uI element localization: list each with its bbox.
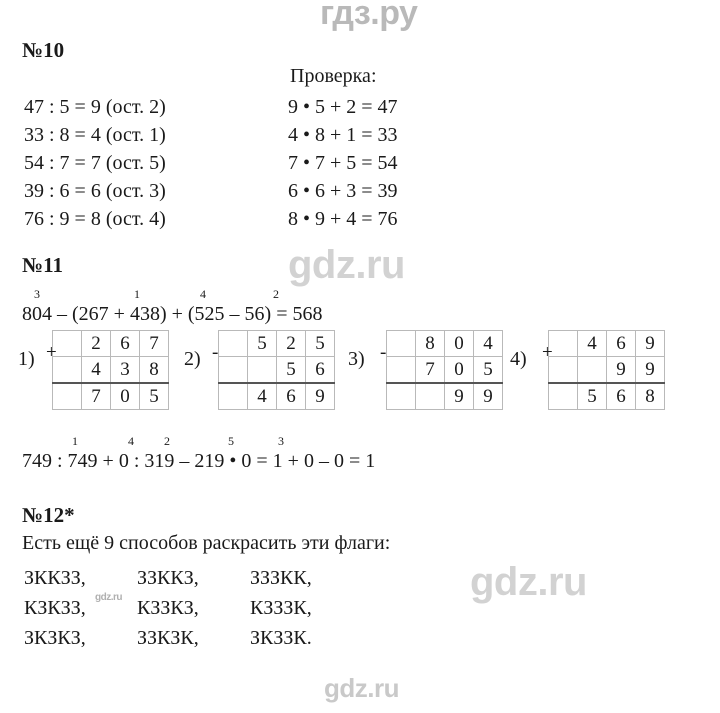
grid-cell: 7 — [416, 357, 445, 384]
flag-item: КЗКЗЗ, — [24, 597, 86, 619]
equation-line: 76 : 9 = 8 (ост. 4) — [24, 208, 166, 230]
grid-cell — [387, 357, 416, 384]
grid-cell: 9 — [445, 383, 474, 410]
order-mark: 4 — [128, 434, 134, 448]
task-11-expression-2: 749 : 749 + 0 : 319 – 219 • 0 = 1 + 0 – 0 = 1 — [22, 450, 376, 472]
flag-item: ЗКЗКЗ, — [24, 627, 86, 649]
flag-item: ЗКЗЗК. — [250, 627, 312, 649]
column-calc-grid — [386, 330, 503, 410]
operation-sign: - — [212, 342, 219, 363]
equation-line: 8 • 9 + 4 = 76 — [288, 208, 398, 230]
grid-cell: 6 — [111, 331, 140, 357]
order-mark: 4 — [200, 287, 206, 301]
order-mark: 2 — [164, 434, 170, 448]
task-11-number: №11 — [22, 253, 63, 277]
operation-sign: - — [380, 342, 387, 363]
grid-cell — [219, 383, 248, 410]
grid-cell — [549, 383, 578, 410]
equation-line: 7 • 7 + 5 = 54 — [288, 152, 398, 174]
grid-cell: 0 — [445, 357, 474, 384]
task-12-flag-list — [24, 563, 358, 653]
order-mark: 1 — [72, 434, 78, 448]
watermark-top: гдз.ру — [320, 0, 418, 32]
grid-cell: 9 — [636, 357, 665, 384]
equation-line: 6 • 6 + 3 = 39 — [288, 180, 398, 202]
grid-cell — [578, 357, 607, 384]
task-11-expression: 804 – (267 + 438) + (525 – 56) = 568 — [22, 303, 323, 325]
flag-item: ЗККЗЗ, — [24, 567, 86, 589]
grid-cell: 8 — [140, 357, 169, 384]
column-calc-grid — [548, 330, 665, 410]
grid-cell: 2 — [82, 331, 111, 357]
grid-cell: 9 — [306, 383, 335, 410]
grid-cell — [53, 383, 82, 410]
operation-sign: + — [46, 342, 57, 363]
grid-cell — [387, 331, 416, 357]
equation-line: 4 • 8 + 1 = 33 — [288, 124, 398, 146]
flag-row — [24, 563, 358, 593]
grid-cell: 6 — [607, 383, 636, 410]
watermark-bottom: gdz.ru — [324, 673, 399, 703]
grid-cell: 5 — [248, 331, 277, 357]
grid-cell — [219, 357, 248, 384]
grid-cell — [248, 357, 277, 384]
column-calc-1 — [18, 330, 169, 410]
column-calc-grid — [52, 330, 169, 410]
equation-line: 47 : 5 = 9 (ост. 2) — [24, 96, 166, 118]
task-12-number: №12* — [22, 503, 75, 527]
order-mark: 3 — [34, 287, 40, 301]
flag-item: ЗЗККЗ, — [137, 567, 199, 589]
grid-cell: 5 — [474, 357, 503, 384]
grid-cell — [53, 357, 82, 384]
grid-cell: 7 — [82, 383, 111, 410]
grid-cell — [219, 331, 248, 357]
grid-cell: 5 — [306, 331, 335, 357]
grid-cell: 4 — [578, 331, 607, 357]
flag-item: ЗЗКЗК, — [137, 627, 199, 649]
grid-cell: 6 — [607, 331, 636, 357]
order-mark: 1 — [134, 287, 140, 301]
grid-cell: 9 — [474, 383, 503, 410]
grid-cell: 9 — [607, 357, 636, 384]
watermark-right: gdz.ru — [470, 560, 587, 604]
grid-cell: 5 — [277, 357, 306, 384]
flag-row — [24, 623, 358, 653]
grid-cell: 5 — [578, 383, 607, 410]
column-calc-2 — [184, 330, 335, 410]
grid-cell: 2 — [277, 331, 306, 357]
step-label: 2) — [184, 348, 201, 370]
step-label: 4) — [510, 348, 527, 370]
task-10-right-column — [288, 93, 398, 233]
order-mark: 2 — [273, 287, 279, 301]
column-calc-4 — [510, 330, 665, 410]
grid-cell — [53, 331, 82, 357]
grid-cell: 6 — [277, 383, 306, 410]
grid-cell: 3 — [111, 357, 140, 384]
check-label: Проверка: — [290, 65, 377, 87]
grid-cell: 0 — [445, 331, 474, 357]
flag-item: ЗЗЗКК, — [250, 567, 312, 589]
operation-sign: + — [542, 342, 553, 363]
task-10-number: №10 — [22, 38, 65, 62]
grid-cell — [549, 357, 578, 384]
equation-line: 54 : 7 = 7 (ост. 5) — [24, 152, 166, 174]
task-10-left-column — [24, 93, 166, 233]
flag-item: КЗЗКЗ, — [137, 597, 199, 619]
watermark-tiny: gdz.ru — [95, 592, 122, 603]
grid-cell: 0 — [111, 383, 140, 410]
grid-cell — [387, 383, 416, 410]
equation-line: 33 : 8 = 4 (ост. 1) — [24, 124, 166, 146]
grid-cell: 8 — [636, 383, 665, 410]
step-label: 1) — [18, 348, 35, 370]
grid-cell: 6 — [306, 357, 335, 384]
equation-line: 39 : 6 = 6 (ост. 3) — [24, 180, 166, 202]
equation-line: 9 • 5 + 2 = 47 — [288, 96, 398, 118]
watermark-middle: gdz.ru — [288, 243, 405, 287]
grid-cell — [549, 331, 578, 357]
grid-cell: 9 — [636, 331, 665, 357]
grid-cell: 5 — [140, 383, 169, 410]
flag-row — [24, 593, 358, 623]
flag-item: КЗЗЗК, — [250, 597, 312, 619]
grid-cell: 4 — [82, 357, 111, 384]
order-mark: 3 — [278, 434, 284, 448]
column-calc-grid — [218, 330, 335, 410]
grid-cell: 4 — [474, 331, 503, 357]
task-12-intro: Есть ещё 9 способов раскрасить эти флаги: — [22, 532, 391, 554]
step-label: 3) — [348, 348, 365, 370]
column-calc-3 — [348, 330, 503, 410]
grid-cell: 4 — [248, 383, 277, 410]
grid-cell: 8 — [416, 331, 445, 357]
grid-cell — [416, 383, 445, 410]
grid-cell: 7 — [140, 331, 169, 357]
order-mark: 5 — [228, 434, 234, 448]
